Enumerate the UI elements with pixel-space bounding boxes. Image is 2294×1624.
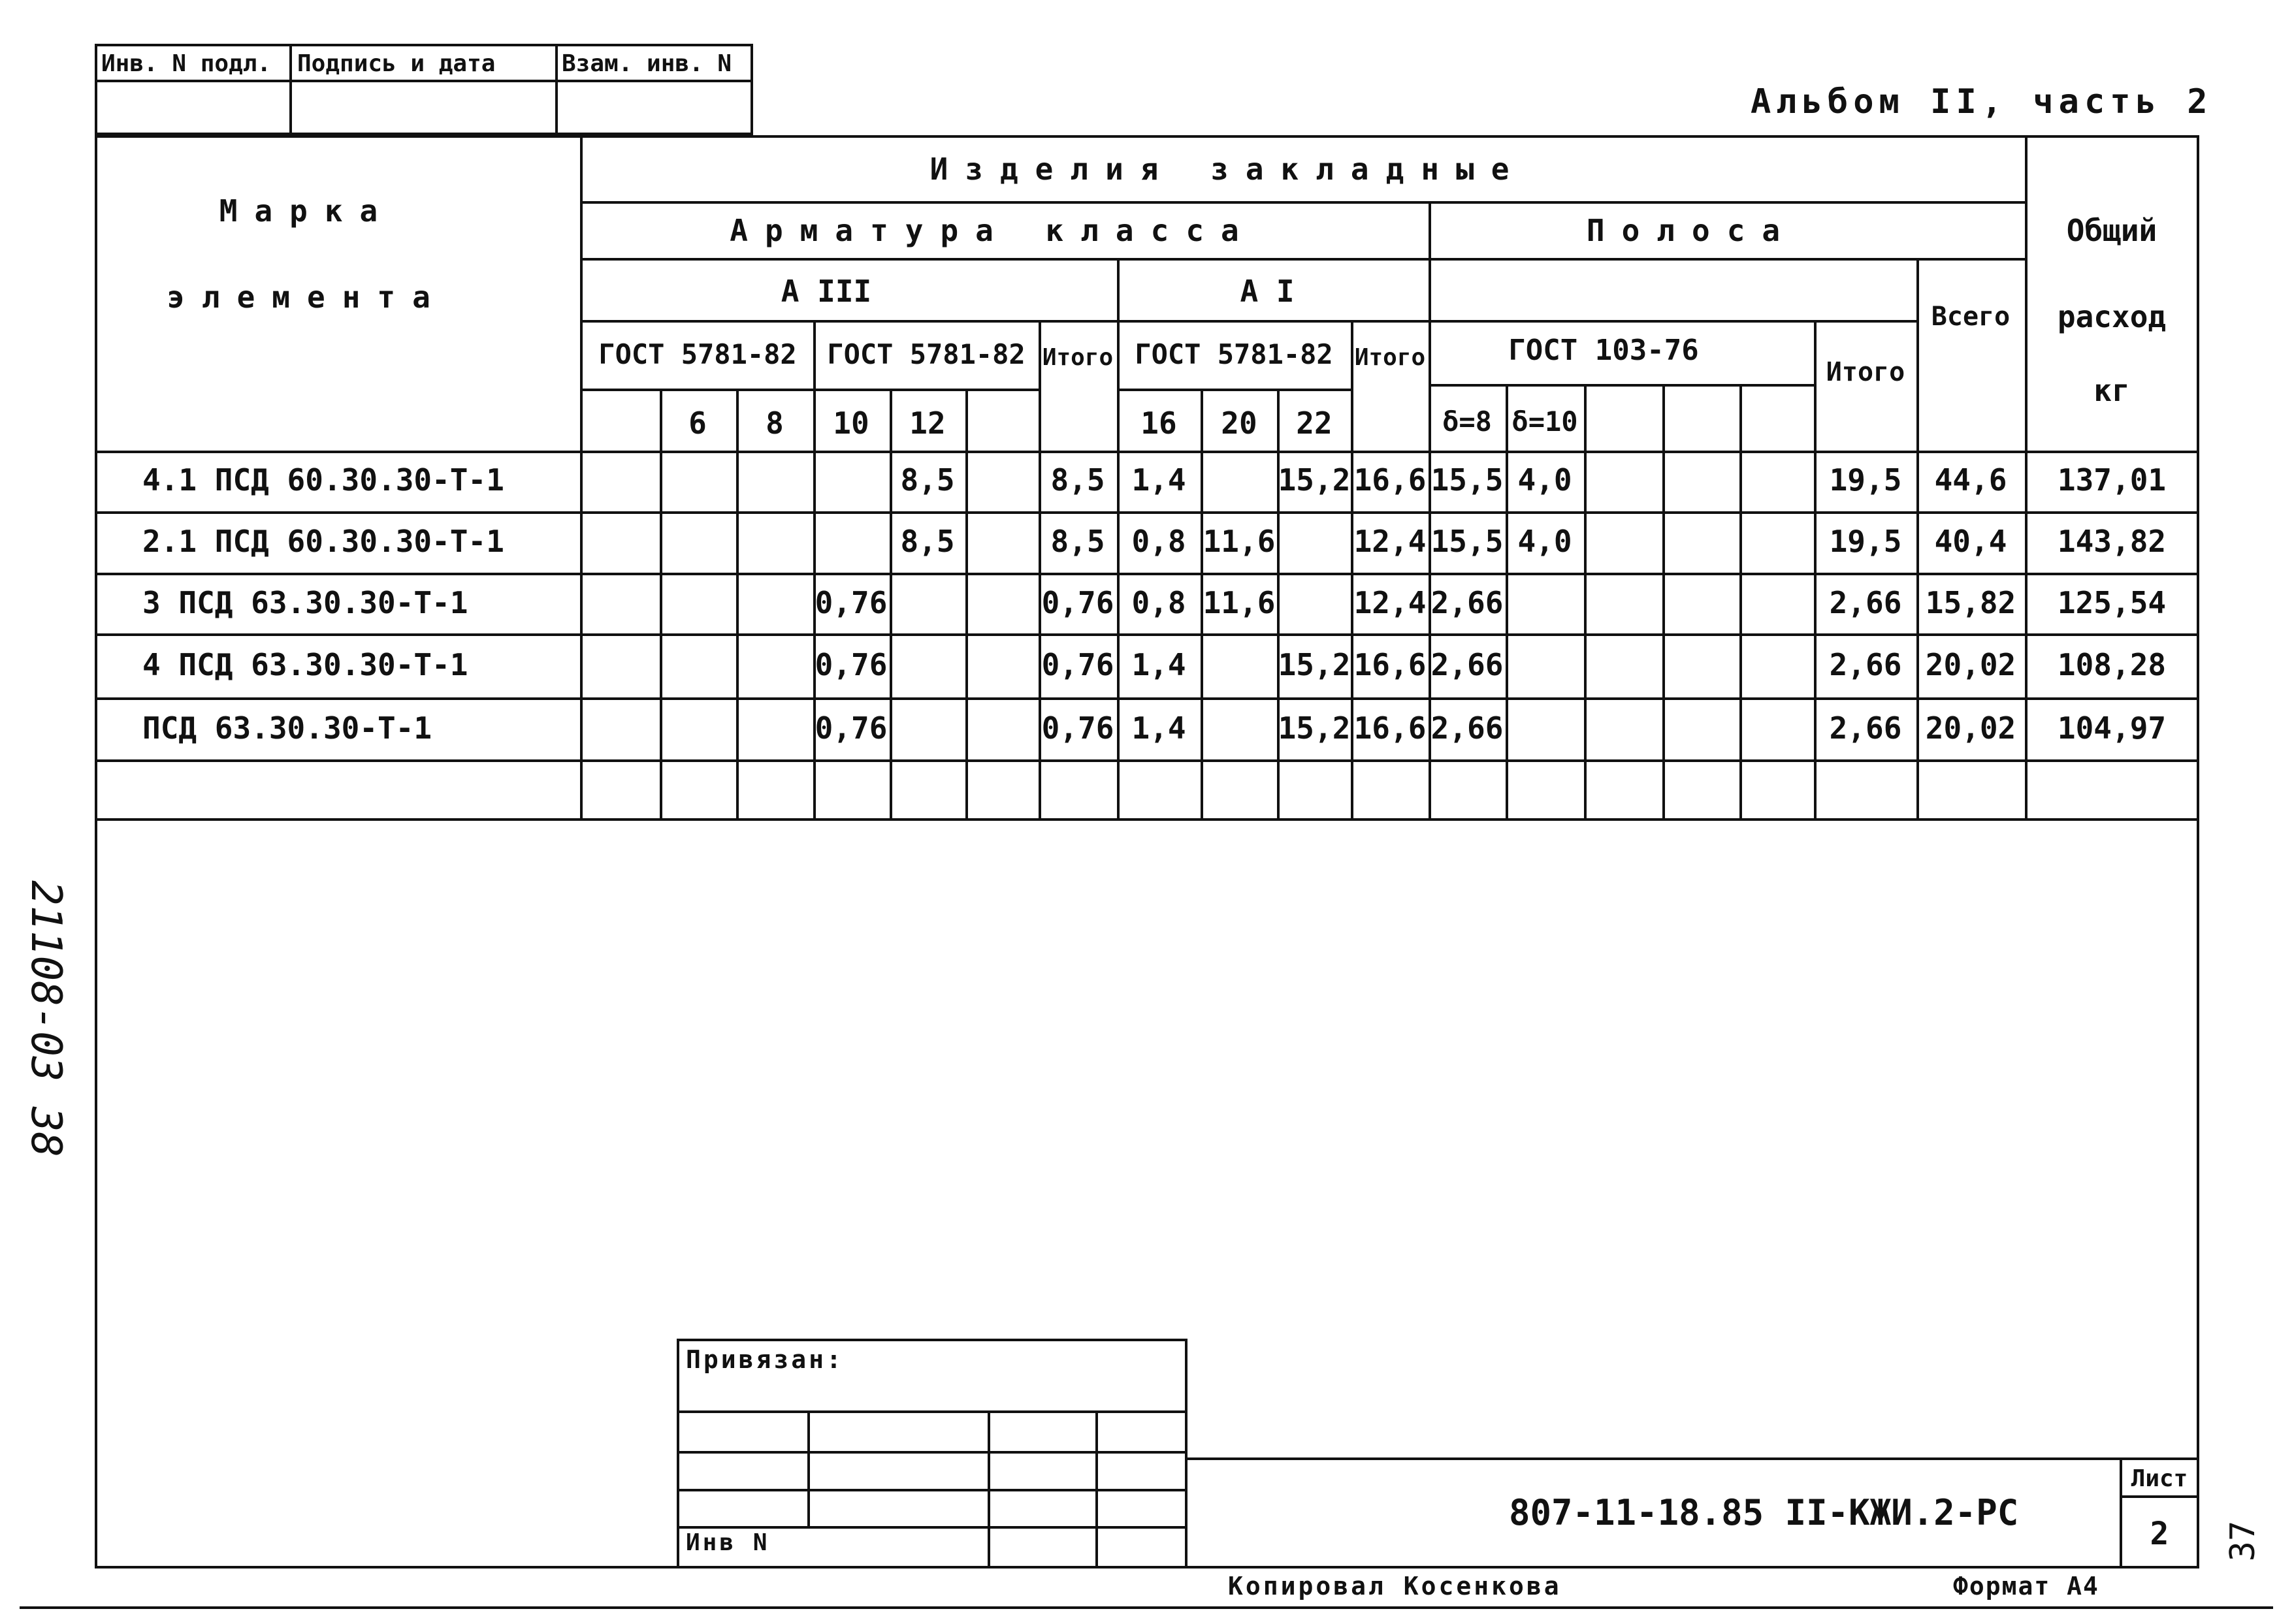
row2-c12: 8,5 <box>900 524 955 559</box>
header-d6: 6 <box>688 406 707 441</box>
row3-c20: 11,6 <box>1203 585 1276 620</box>
header-kg: кг <box>2093 373 2130 408</box>
row2-total: 143,82 <box>2057 524 2167 559</box>
header-izdeliya: Изделия закладные <box>929 151 1527 187</box>
row4-itogo1: 0,76 <box>1041 647 1114 682</box>
stamp-vzam-inv: Взам. инв. N <box>562 50 732 77</box>
table-line-izdeliya <box>580 201 2025 204</box>
row5-itogo2: 16,6 <box>1353 710 1427 746</box>
row5-c22: 15,2 <box>1278 710 1351 746</box>
row1-p8: 15,5 <box>1430 462 1504 498</box>
row4-c16: 1,4 <box>1131 647 1186 682</box>
table-col-itogo1-start <box>1039 320 1041 818</box>
table-col-itogo2-start <box>1351 320 1353 818</box>
header-d10: 10 <box>833 406 869 441</box>
table-col-obshchiy <box>2025 135 2027 818</box>
row5-total: 104,97 <box>2057 710 2167 746</box>
row5-itogo3: 2,66 <box>1829 710 1902 746</box>
header-itogo3: Итого <box>1826 357 1905 387</box>
header-gost2: ГОСТ 5781-82 <box>827 338 1026 370</box>
privyazan-sep1 <box>807 1410 810 1526</box>
row3-itogo1: 0,76 <box>1041 585 1114 620</box>
table-col-c <box>890 389 892 818</box>
row4-p8: 2,66 <box>1430 647 1504 682</box>
row1-itogo3: 19,5 <box>1829 462 1902 498</box>
privyazan-sep3 <box>1095 1410 1098 1568</box>
list-value: 2 <box>2150 1516 2169 1552</box>
row1-p10: 4,0 <box>1517 462 1572 498</box>
table-line-row1 <box>95 511 2199 514</box>
header-obshchiy: Общий <box>2066 213 2157 248</box>
table-line-classes <box>580 320 1916 323</box>
title-block-list-sep <box>2120 1457 2122 1568</box>
header-elementa: элемента <box>167 279 447 315</box>
header-vsego: Всего <box>1931 302 2011 332</box>
row5-vsego: 20,02 <box>1925 710 2016 746</box>
row5-c10: 0,76 <box>815 710 888 746</box>
top-stamp-divider <box>95 80 753 82</box>
row4-itogo3: 2,66 <box>1829 647 1902 682</box>
header-armatura: Арматура класса <box>730 213 1256 248</box>
row2-itogo3: 19,5 <box>1829 524 1902 559</box>
row1-c12: 8,5 <box>900 462 955 498</box>
privyazan-sep2 <box>988 1410 990 1568</box>
album-label: Альбом II, часть 2 <box>1751 82 2213 121</box>
table-line-row6 <box>95 818 2199 821</box>
row1-total: 137,01 <box>2057 462 2167 498</box>
title-block-top <box>1185 1457 2199 1460</box>
row5-c16: 1,4 <box>1131 710 1186 746</box>
table-col-a <box>660 389 662 818</box>
table-line-row5 <box>95 759 2199 762</box>
row2-c16: 0,8 <box>1131 524 1186 559</box>
row4-vsego: 20,02 <box>1925 647 2016 682</box>
stamp-podpis-data: Подпись и дата <box>297 50 496 77</box>
top-stamp-sep1 <box>289 44 292 135</box>
row1-vsego: 44,6 <box>1934 462 2007 498</box>
table-line-gost-polosa <box>1429 384 1814 387</box>
title-block-list-line <box>2120 1495 2199 1498</box>
row2-mark: 2.1 ПСД 60.30.30-Т-1 <box>142 524 504 559</box>
header-polosa: Полоса <box>1586 213 1798 248</box>
row3-itogo3: 2,66 <box>1829 585 1902 620</box>
table-line-gost-left <box>580 389 1039 391</box>
table-col-a1-start <box>1117 258 1120 818</box>
privyazan-label: Привязан: <box>686 1345 844 1374</box>
table-col-marka <box>580 135 583 818</box>
row5-itogo1: 0,76 <box>1041 710 1114 746</box>
row3-itogo2: 12,4 <box>1353 585 1427 620</box>
row3-p8: 2,66 <box>1430 585 1504 620</box>
header-delta8: δ=8 <box>1442 406 1492 438</box>
row4-itogo2: 16,6 <box>1353 647 1427 682</box>
row1-itogo2: 16,6 <box>1353 462 1427 498</box>
table-col-vsego-start <box>1916 258 1919 818</box>
row5-mark: ПСД 63.30.30-Т-1 <box>142 710 432 746</box>
table-col-d <box>965 389 968 818</box>
row2-c20: 11,6 <box>1203 524 1276 559</box>
header-gost4: ГОСТ 103-76 <box>1508 334 1699 367</box>
privyazan-line2 <box>677 1451 1187 1454</box>
format-label: Формат А4 <box>1953 1572 2099 1600</box>
table-col-f <box>1277 389 1280 818</box>
header-delta10: δ=10 <box>1511 406 1578 438</box>
row3-c10: 0,76 <box>815 585 888 620</box>
side-code: 21108-03 38 <box>22 880 70 1157</box>
row1-itogo1: 8,5 <box>1050 462 1105 498</box>
row1-c22: 15,2 <box>1278 462 1351 498</box>
header-gost1: ГОСТ 5781-82 <box>598 338 797 370</box>
row2-p10: 4,0 <box>1517 524 1572 559</box>
doc-code: 807-11-18.85 II-КЖИ.2-РС <box>1509 1492 2019 1533</box>
row1-c16: 1,4 <box>1131 462 1186 498</box>
header-d20: 20 <box>1221 406 1257 441</box>
row4-total: 108,28 <box>2057 647 2167 682</box>
table-line-header-bottom <box>95 451 2199 453</box>
privyazan-line4 <box>677 1526 1187 1529</box>
row3-total: 125,54 <box>2057 585 2167 620</box>
stamp-inv-podl: Инв. N подл. <box>101 50 272 77</box>
header-a1: А I <box>1240 274 1295 309</box>
row3-c16: 0,8 <box>1131 585 1186 620</box>
header-d8: 8 <box>766 406 784 441</box>
header-d22: 22 <box>1296 406 1333 441</box>
header-d12: 12 <box>909 406 946 441</box>
header-a3: А III <box>781 274 872 309</box>
table-col-i <box>1662 384 1665 818</box>
table-col-itogo3-start <box>1814 320 1817 818</box>
table-line-row2 <box>95 573 2199 575</box>
privyazan-line3 <box>677 1489 1187 1491</box>
table-line-row4 <box>95 697 2199 700</box>
row3-vsego: 15,82 <box>1925 585 2016 620</box>
list-label: Лист <box>2131 1465 2188 1492</box>
header-gost3: ГОСТ 5781-82 <box>1135 338 1333 370</box>
header-itogo2: Итого <box>1354 344 1426 371</box>
table-line-gost-mid <box>1117 389 1351 391</box>
row4-mark: 4 ПСД 63.30.30-Т-1 <box>142 647 468 682</box>
privyazan-line1 <box>677 1410 1187 1413</box>
bottom-rule <box>20 1606 2273 1609</box>
row2-vsego: 40,4 <box>1934 524 2007 559</box>
header-itogo1: Итого <box>1042 344 1114 371</box>
row3-mark: 3 ПСД 63.30.30-Т-1 <box>142 585 468 620</box>
row2-p8: 15,5 <box>1430 524 1504 559</box>
row5-p8: 2,66 <box>1430 710 1504 746</box>
row2-itogo1: 8,5 <box>1050 524 1105 559</box>
header-raskhod: расход <box>2057 299 2167 334</box>
row4-c10: 0,76 <box>815 647 888 682</box>
table-line-armatura <box>580 258 2025 261</box>
table-col-h <box>1584 384 1587 818</box>
top-stamp-sep2 <box>555 44 558 135</box>
table-col-j <box>1739 384 1742 818</box>
header-marka: Марка <box>219 193 395 229</box>
table-line-row3 <box>95 633 2199 636</box>
table-col-b <box>736 389 739 818</box>
row4-c22: 15,2 <box>1278 647 1351 682</box>
kopiroval-label: Копировал Косенкова <box>1228 1572 1562 1600</box>
corner-number: 37 <box>2223 1520 2263 1562</box>
table-col-g <box>1506 384 1508 818</box>
row2-itogo2: 12,4 <box>1353 524 1427 559</box>
inv-n-label: Инв N <box>686 1529 770 1556</box>
header-d16: 16 <box>1140 406 1177 441</box>
row1-mark: 4.1 ПСД 60.30.30-Т-1 <box>142 462 504 498</box>
